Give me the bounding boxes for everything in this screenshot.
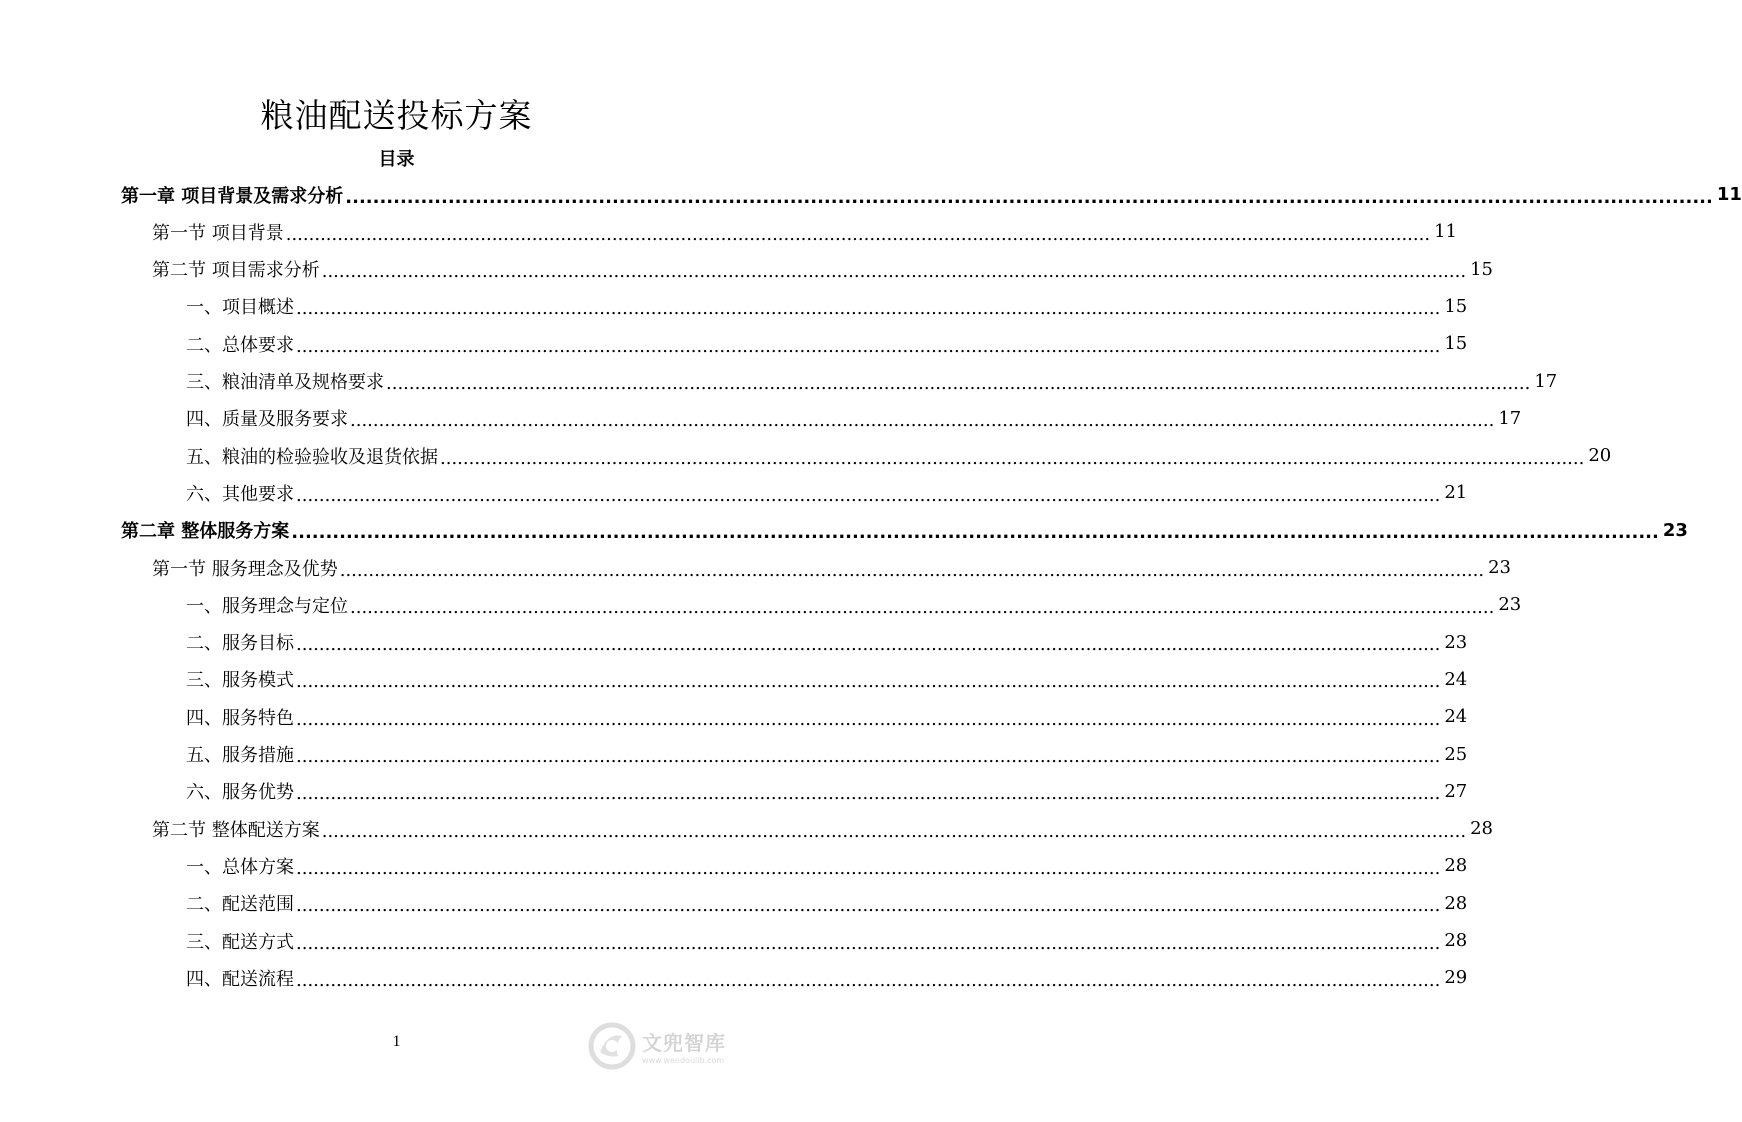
toc-entry-page: 17 [1534, 370, 1558, 392]
toc-entry-label: 一、服务理念与定位 [186, 595, 348, 617]
toc-entry-page: 28 [1444, 855, 1468, 877]
toc-entry[interactable] [152, 213, 1457, 250]
toc-entry-label: 五、服务措施 [186, 745, 294, 766]
toc-leader-dots: ........................................................................................................................................................................................................ [291, 522, 1659, 544]
toc-leader-dots: ........................................................................................................................................................................................................ [296, 298, 1441, 320]
toc-leader-dots: ........................................................................................................................................................................................................ [296, 783, 1441, 805]
toc-entry-page: 23 [1662, 519, 1688, 541]
toc-entry-page: 28 [1444, 892, 1468, 914]
toc-entry-label: 四、质量及服务要求 [186, 409, 348, 431]
toc-leader-dots: ........................................................................................................................................................................................................ [296, 708, 1441, 730]
toc-entry[interactable] [186, 363, 1558, 400]
toc-leader-dots: ........................................................................................................................................................................................................ [321, 820, 1467, 842]
toc-entry-page: 23 [1498, 594, 1522, 616]
toc-entry-label: 第二节 整体配送方案 [152, 819, 320, 841]
toc-entry[interactable] [186, 586, 1522, 623]
toc-leader-dots: ........................................................................................................................................................................................................ [296, 969, 1441, 991]
toc-entry[interactable] [186, 959, 1468, 996]
toc-entry-page: 15 [1444, 295, 1468, 317]
toc-entry-page: 15 [1470, 258, 1493, 280]
document-title: 粮油配送投标方案 [260, 96, 533, 135]
toc-entry[interactable] [186, 885, 1468, 922]
toc-entry[interactable] [186, 661, 1468, 698]
toc-entry-label: 六、服务优势 [186, 782, 294, 804]
toc-entry-label: 三、粮油清单及规格要求 [186, 372, 384, 393]
toc-entry-page: 28 [1444, 930, 1468, 951]
toc-entry-label: 第二章 整体服务方案 [121, 521, 290, 543]
toc-leader-dots: ........................................................................................................................................................................................................ [321, 261, 1467, 283]
toc-leader-dots: ........................................................................................................................................................................................................ [296, 857, 1441, 879]
toc-entry-label: 三、配送方式 [186, 931, 294, 953]
toc-entry-label: 六、其他要求 [186, 483, 294, 505]
toc-leader-dots: ........................................................................................................................................................................................................ [296, 895, 1441, 917]
toc-leader-dots: ........................................................................................................................................................................................................ [296, 932, 1441, 954]
toc-entry-label: 一、总体方案 [186, 856, 294, 878]
toc-entry[interactable] [186, 736, 1468, 773]
toc-leader-dots: ........................................................................................................................................................................................................ [350, 596, 1495, 618]
toc-entry[interactable] [121, 512, 1688, 549]
toc-heading: 目录 [378, 149, 415, 170]
toc-entry-label: 五、粮油的检验验收及退货依据 [186, 446, 438, 468]
page-number: 1 [392, 1033, 401, 1050]
toc-entry-label: 第一章 项目背景及需求分析 [121, 185, 344, 207]
toc-entry[interactable] [186, 698, 1468, 735]
toc-entry-label: 二、总体要求 [186, 334, 294, 356]
toc-entry[interactable] [186, 624, 1468, 661]
toc-entry[interactable] [186, 437, 1612, 474]
toc-entry[interactable] [186, 847, 1468, 884]
watermark-name: 文兜智库 [642, 1031, 726, 1055]
toc-entry-label: 第一节 项目背景 [152, 222, 284, 244]
toc-leader-dots: ........................................................................................................................................................................................................ [339, 559, 1485, 581]
toc-entry-page: 21 [1444, 482, 1468, 504]
watermark-url: www.wendoulib.com [642, 1056, 725, 1065]
toc-entry-page: 23 [1444, 631, 1468, 653]
toc-entry[interactable] [186, 922, 1468, 959]
toc-entry[interactable] [152, 810, 1493, 847]
toc-entry-page: 15 [1444, 333, 1468, 355]
toc-entry-page: 20 [1588, 445, 1612, 467]
toc-entry-label: 二、服务目标 [186, 633, 294, 655]
toc-leader-dots: ........................................................................................................................................................................................................ [345, 186, 1713, 208]
toc-entry[interactable] [121, 176, 1742, 213]
toc-entry-page: 25 [1444, 743, 1468, 765]
toc-entry[interactable] [186, 325, 1468, 362]
toc-leader-dots: ........................................................................................................................................................................................................ [350, 410, 1495, 432]
toc-entry[interactable] [186, 400, 1522, 437]
toc-entry-label: 一、项目概述 [186, 297, 294, 319]
toc-leader-dots: ........................................................................................................................................................................................................ [296, 335, 1441, 357]
toc-entry-page: 17 [1498, 407, 1522, 429]
toc-leader-dots: ........................................................................................................................................................................................................ [285, 223, 1431, 245]
toc-entry-page: 11 [1434, 221, 1457, 243]
toc-entry[interactable] [152, 549, 1511, 586]
toc-entry-page: 23 [1488, 557, 1511, 578]
toc-entry[interactable] [152, 251, 1493, 288]
watermark-logo-icon [588, 1022, 636, 1070]
toc-entry-label: 二、配送范围 [186, 894, 294, 916]
toc-leader-dots: ........................................................................................................................................................................................................ [296, 746, 1441, 767]
toc-entry-label: 四、配送流程 [186, 968, 294, 990]
toc-leader-dots: ........................................................................................................................................................................................................ [296, 671, 1441, 693]
toc-entry-page: 24 [1444, 668, 1468, 690]
toc-entry-label: 第一节 服务理念及优势 [152, 558, 338, 580]
toc-entry[interactable] [186, 773, 1468, 810]
toc-entry-page: 28 [1470, 818, 1493, 840]
toc-leader-dots: ........................................................................................................................................................................................................ [440, 447, 1585, 469]
toc-entry[interactable] [186, 288, 1468, 325]
toc-entry-page: 29 [1444, 967, 1468, 989]
toc-entry[interactable] [186, 474, 1468, 511]
watermark [588, 1018, 758, 1074]
toc-entry-page: 11 [1716, 184, 1742, 205]
toc-entry-label: 四、服务特色 [186, 707, 294, 729]
toc-leader-dots: ........................................................................................................................................................................................................ [296, 484, 1441, 506]
toc-entry-label: 三、服务模式 [186, 670, 294, 692]
toc-entry-page: 24 [1444, 706, 1468, 728]
toc-leader-dots: ........................................................................................................................................................................................................ [296, 634, 1441, 656]
toc-leader-dots: ........................................................................................................................................................................................................ [386, 373, 1531, 394]
toc-entry-page: 27 [1444, 780, 1468, 802]
toc-entry-label: 第二节 项目需求分析 [152, 260, 320, 282]
